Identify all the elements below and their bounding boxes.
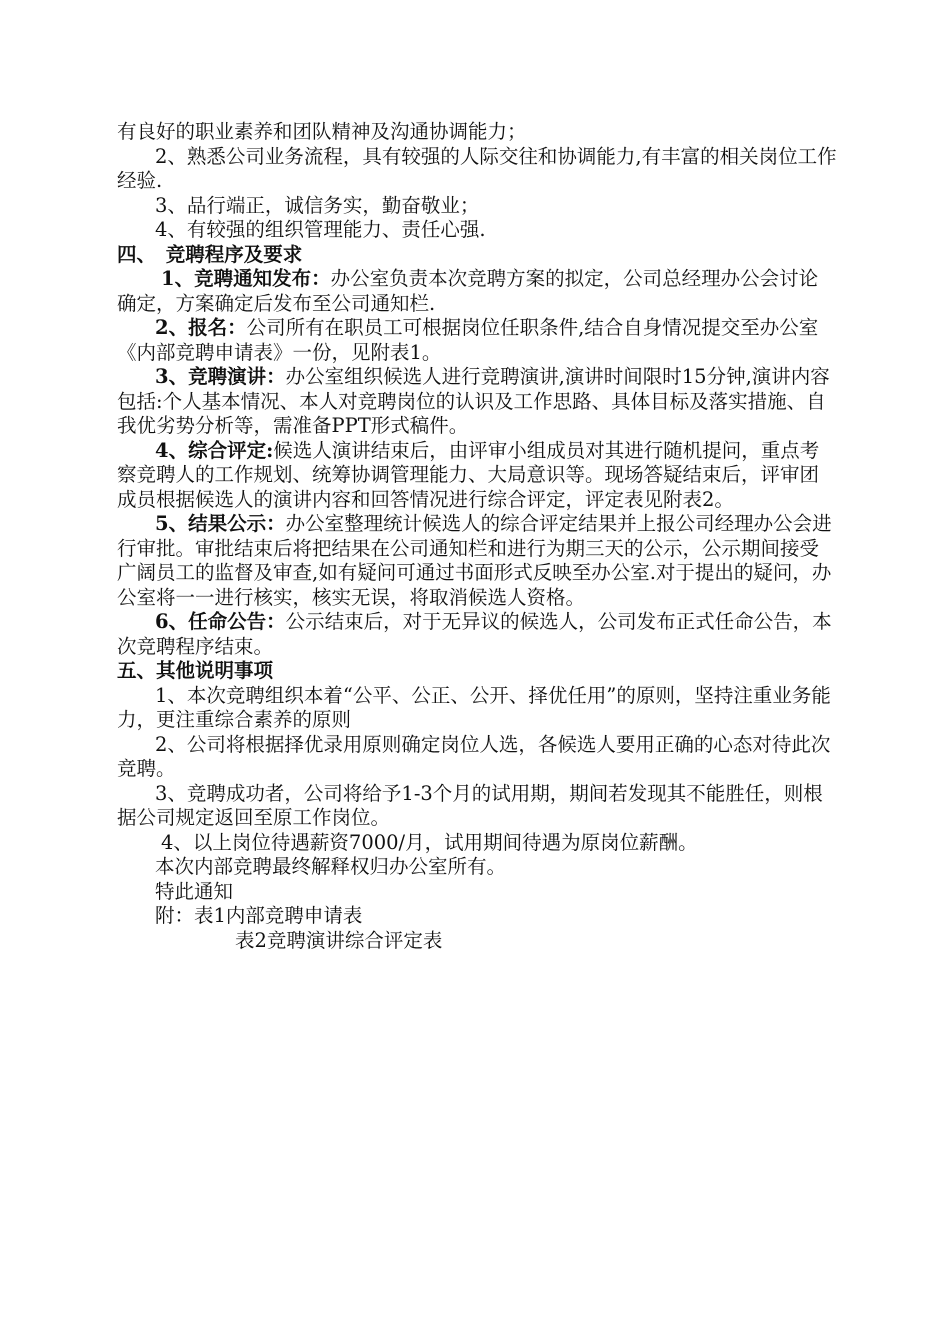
step-6 [117, 610, 837, 659]
step-2-text: 公司所有在职员工可根据岗位任职条件,结合自身情况提交至办公室《内部竞聘申请表》一份，见附表1。 [117, 316, 819, 364]
requirement-line-continuation: 有良好的职业素养和团队精神及沟通协调能力； [117, 120, 527, 143]
step-3-lead: 3、竞聘演讲： [155, 365, 286, 388]
step-5-text: 办公室整理统计候选人的综合评定结果并上报公司经理办公会进行审批。审批结束后将把结果在公司通知栏和进行为期三天的公示，公示期间接受广阔员工的监督及审查,如有疑问可通过书面形式反映至办公室.对于提出的疑问，办公室将一一进行核实，核实无误，将取消候选人资格。 [117, 512, 832, 609]
requirement-item-2: 2、熟悉公司业务流程，具有较强的人际交往和协调能力,有丰富的相关岗位工作经验. [117, 144, 837, 192]
step-6-lead: 6、任命公告： [155, 610, 286, 633]
attachment-2: 表2竞聘演讲综合评定表 [235, 928, 443, 952]
section-4-heading: 四、 竞聘程序及要求 [117, 242, 303, 266]
attachment-1: 附：表1内部竞聘申请表 [155, 904, 363, 927]
document-page [117, 120, 837, 953]
step-2-lead: 2、报名： [155, 316, 247, 339]
step-5 [117, 512, 837, 610]
note-2: 2、公司将根据择优录用原则确定岗位人选，各候选人要用正确的心态对待此次竞聘。 [117, 732, 831, 780]
notice-closing: 特此通知 [155, 879, 234, 903]
step-4-lead: 4、综合评定: [155, 438, 274, 462]
step-1-lead: 1、竞聘通知发布： [161, 267, 331, 290]
requirement-item-4: 4、有较强的组织管理能力、责任心强. [155, 218, 486, 241]
note-4: 4、以上岗位待遇薪资7000/月，试用期间待遇为原岗位薪酬。 [161, 830, 698, 854]
note-1: 1、本次竞聘组织本着“公平、公正、公开、择优任用”的原则，坚持注重业务能力，更注重综合素养的原则 [117, 683, 831, 731]
step-3 [117, 365, 837, 439]
step-5-lead: 5、结果公示： [155, 512, 286, 535]
note-3: 3、竞聘成功者，公司将给予1-3个月的试用期，期间若发现其不能胜任，则根据公司规定返回至原工作岗位。 [117, 781, 823, 829]
step-6-text: 公示结束后，对于无异议的候选人，公司发布正式任命公告，本次竞聘程序结束。 [117, 610, 832, 658]
step-4 [117, 439, 837, 513]
step-2 [117, 316, 837, 365]
step-3-text: 办公室组织候选人进行竞聘演讲,演讲时间限时15分钟,演讲内容包括:个人基本情况、本人对竞聘岗位的认识及工作思路、具体目标及落实措施、自我优劣势分析等，需准备PPT形式稿件。 [117, 365, 830, 437]
interpretation-statement: 本次内部竞聘最终解释权归办公室所有。 [155, 855, 507, 878]
step-1 [117, 267, 837, 316]
section-5-heading: 五、其他说明事项 [117, 659, 274, 682]
step-1-text: 办公室负责本次竞聘方案的拟定，公司总经理办公会讨论确定，方案确定后发布至公司通知栏. [117, 267, 819, 315]
requirement-item-3: 3、品行端正，诚信务实，勤奋敬业； [155, 193, 480, 217]
step-4-text: 候选人演讲结束后，由评审小组成员对其进行随机提问，重点考察竞聘人的工作规划、统筹协调管理能力、大局意识等。现场答疑结束后，评审团成员根据候选人的演讲内容和回答情况进行综合评定，评定表见附表2。 [117, 438, 820, 511]
